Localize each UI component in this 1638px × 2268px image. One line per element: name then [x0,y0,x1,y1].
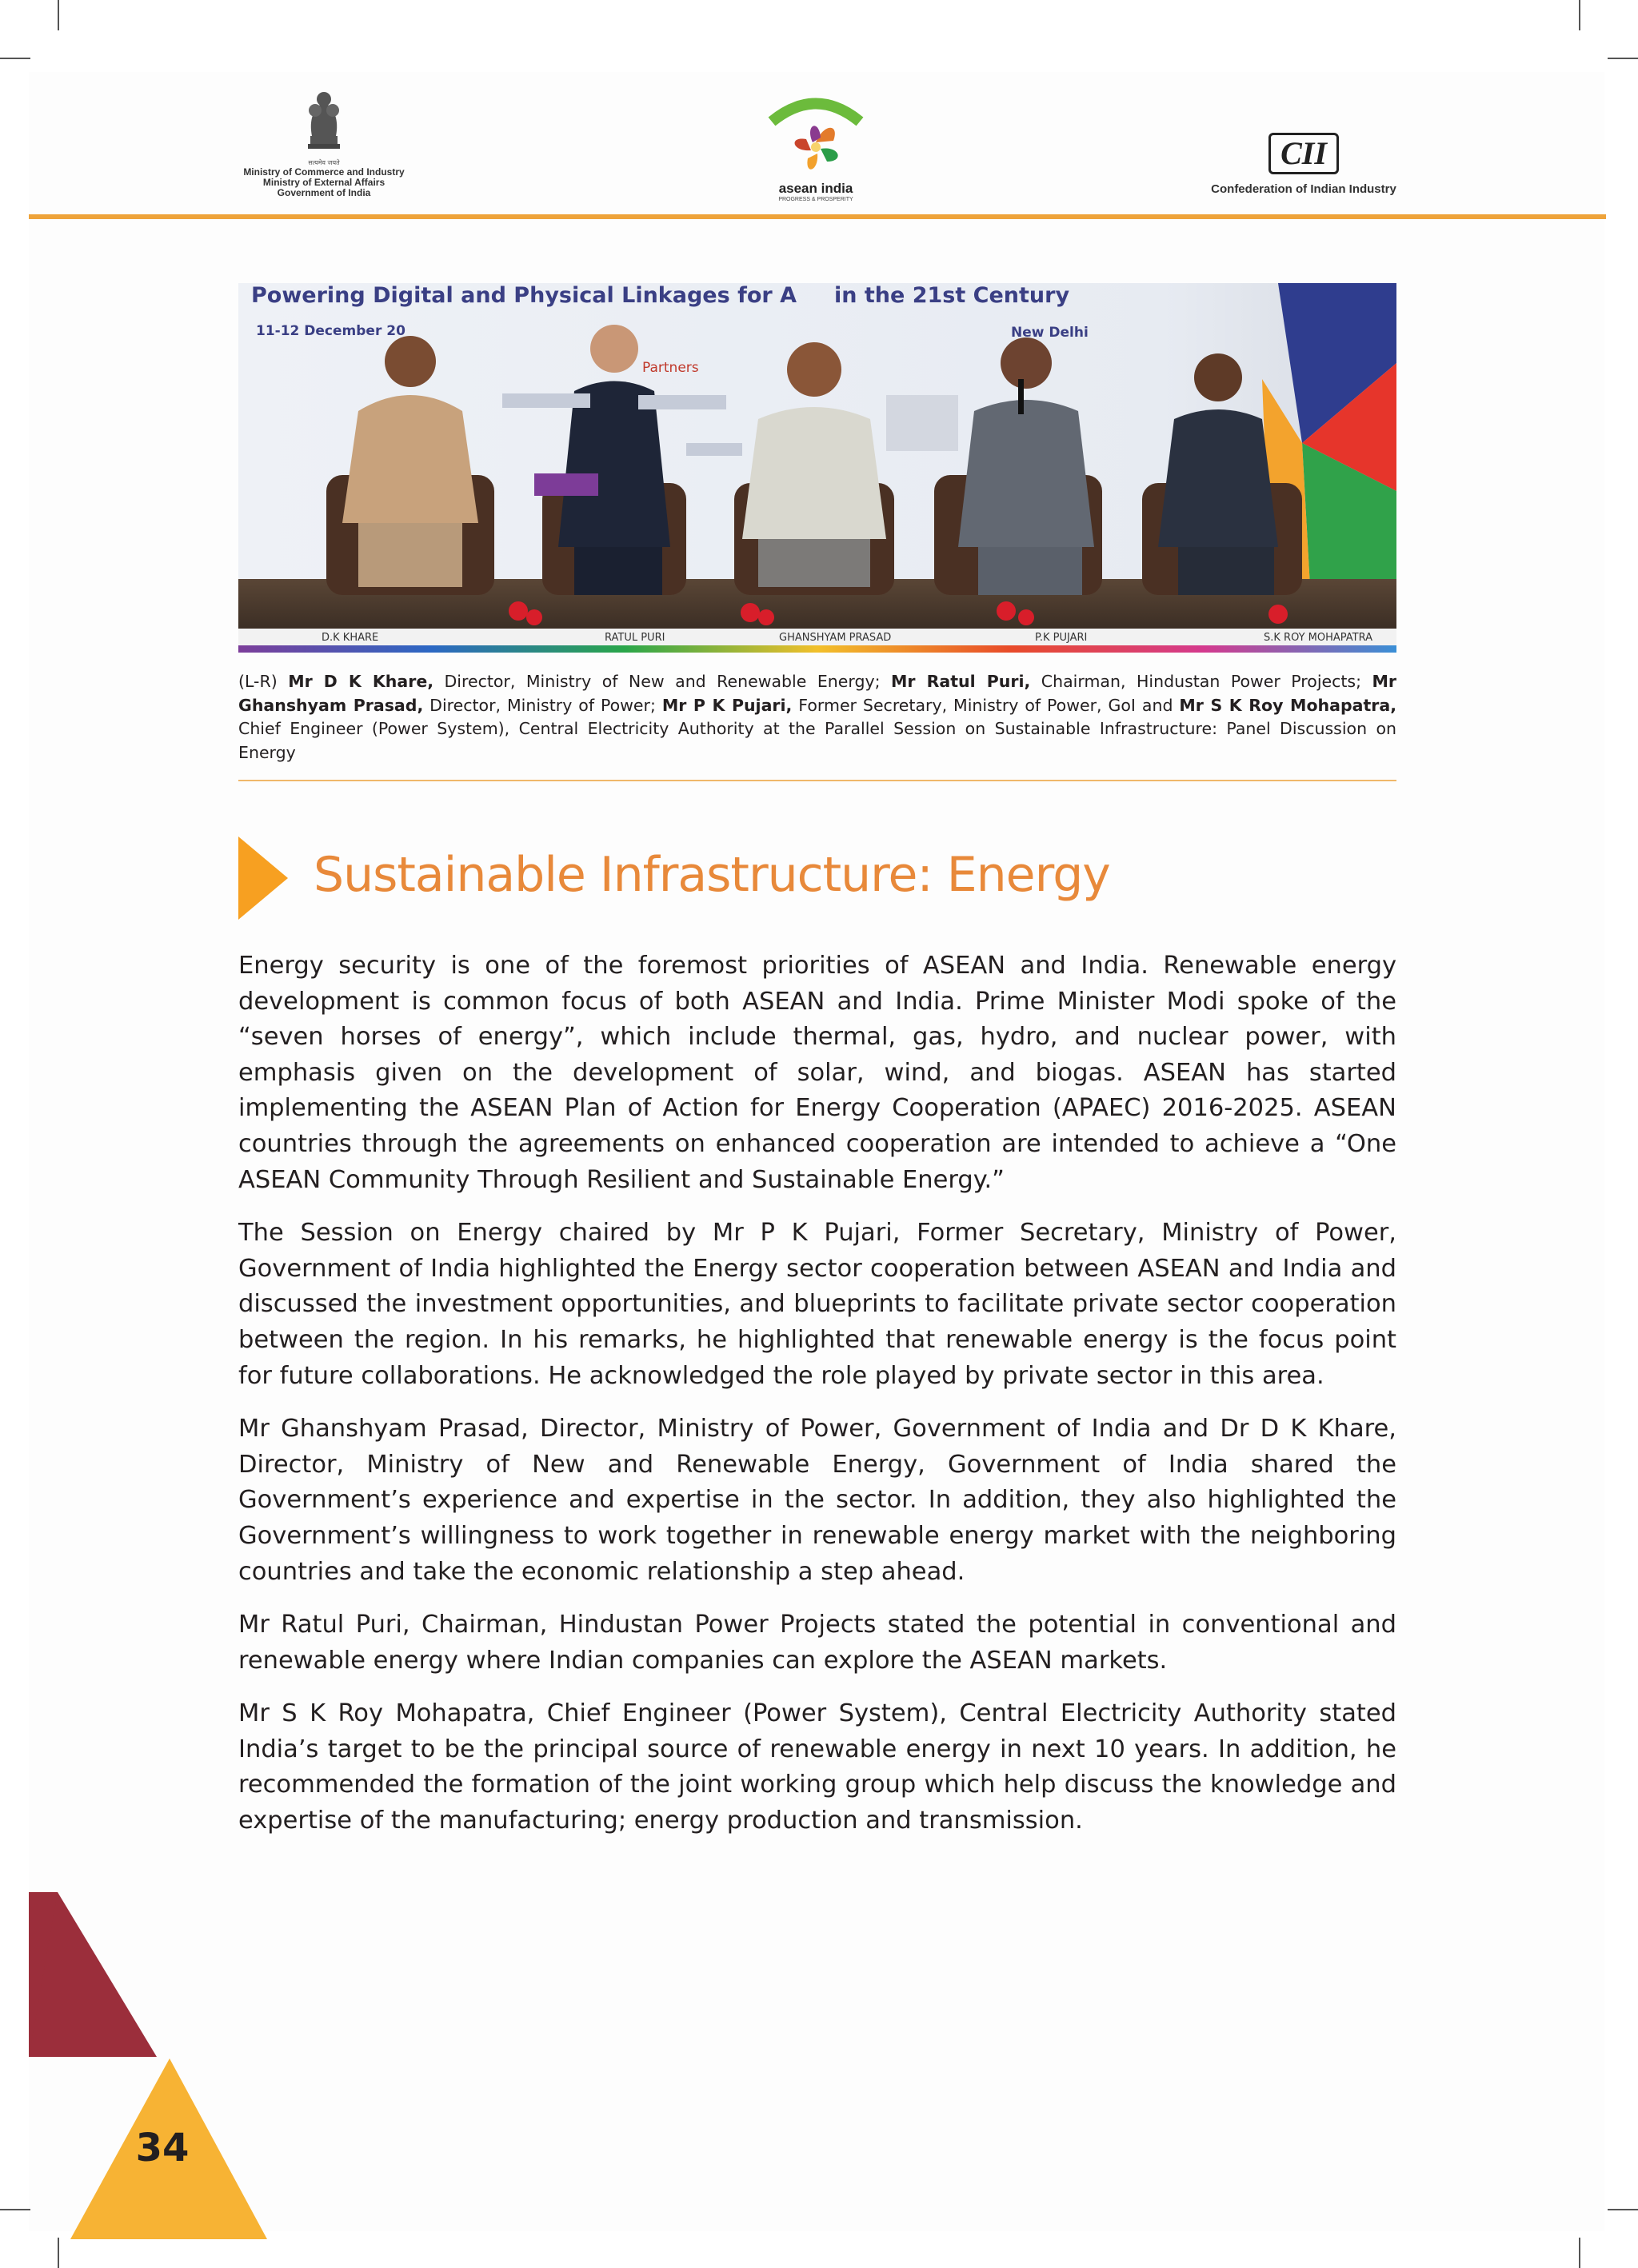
banner-date: 11-12 December 20 [256,323,406,339]
body-paragraph: The Session on Energy chaired by Mr P K Pujari, Former Secretary, Ministry of Power, Government of India highlighted the Energy sector cooperation between ASEAN and India and discussed the investment opportunities, and blueprints to facilitate private sector cooperation between the region. In his remarks, he highlighted that renewable energy is the focus point for future collaborations. He acknowledged the role played by private sector in this area. [238,1219,1396,1390]
banner-partners: Partners [642,360,699,376]
caption-name-prasad: Mr Ghanshyam Prasad, [238,672,1397,715]
body-paragraph: Mr S K Roy Mohapatra, Chief Engineer (Power System), Central Electricity Authority stated India’s target to be the principal source of renewable energy in next 10 years. In addition, he recommended the formation of the joint working group which help discuss the knowledge and expertise of the manufacturing; energy production and transmission. [238,1699,1396,1835]
nameplate: RATUL PURI [605,632,665,644]
body-paragraph: Energy security is one of the foremost priorities of ASEAN and India. Renewable energy development is common focus of both ASEAN and India. Prime Minister Modi spoke of the “seven horses of energy”, which include thermal, gas, hydro, and nuclear power, with emphasis given on the development of solar, wind, and biogas. ASEAN has started implementing the ASEAN Plan of Action for Energy Cooperation (APAEC) 2016-2025. ASEAN countries through the agreements on enhanced cooperation are intended to achieve a “One ASEAN Community Through Resilient and Sustainable Energy.” [238,952,1396,1194]
emblem-caption: सत्यमेव जयते [308,159,340,166]
panel-discussion-photo [238,283,1396,653]
photo-color-bar [238,645,1396,653]
crop-mark [0,2209,30,2210]
ministry-line-2: Ministry of External Affairs [262,177,386,188]
caption-role: Chairman, Hindustan Power Projects; [1030,672,1372,691]
caption-role: Director, Ministry of Power; [423,695,662,715]
nameplate: P.K PUJARI [1035,632,1088,644]
page-number: 34 [135,2126,190,2170]
logo-tagline: PROGRESS & PROSPERITY [778,197,853,202]
body-text [238,948,1396,1857]
section-divider [238,780,1396,781]
asean-india-logo [744,90,888,202]
logo-word-asean: asean [778,181,817,196]
photo-caption [238,670,1396,765]
nameplate: GHANSHYAM PRASAD [779,632,892,644]
body-paragraph: Mr Ratul Puri, Chairman, Hindustan Power Projects stated the potential in conventional and renewable energy where Indian companies can explore the ASEAN markets. [238,1611,1396,1675]
logo-word-india: india [821,181,853,196]
crop-mark [1608,2209,1638,2210]
caption-prefix: (L-R) [238,672,289,691]
header-rule [29,214,1606,219]
decorative-triangles [29,1892,277,2244]
caption-name-puri: Mr Ratul Puri, [891,672,1031,691]
nameplate: S.K ROY MOHAPATRA [1264,632,1373,644]
cii-logo-box: CII [1268,133,1339,174]
caption-role: Director, Ministry of New and Renewable Energy; [433,672,892,691]
banner-city: New Delhi [1011,325,1089,341]
caption-name-mohapatra: Mr S K Roy Mohapatra, [1179,695,1397,715]
caption-role: Chief Engineer (Power System), Central Electricity Authority at the Parallel Session on Sustainable Infrastructure: Panel Discussion on Energy [238,719,1396,762]
national-emblem-icon [296,88,352,158]
banner-title: Powering Digital and Physical Linkages for A in the 21st Century [251,283,1070,308]
photo-illustration [238,283,1396,653]
caption-role: Former Secretary, Ministry of Power, GoI and [792,695,1180,715]
asean-india-emblem-icon [756,90,876,194]
body-paragraph: Mr Ghanshyam Prasad, Director, Ministry of Power, Government of India and Dr D K Khare, Director, Ministry of New and Renewable Energy, Government of India shared the Government’s experience and expertise in the sector. In addition, they also highlighted the Government’s willingness to work together in renewable energy market with the neighboring countries and take the economic relationship a step ahead. [238,1415,1396,1586]
caption-name-pujari: Mr P K Pujari, [661,695,793,715]
title-arrow-icon [238,837,288,920]
crop-mark [1579,0,1580,30]
ministry-line-3: Government of India [277,187,371,198]
crop-mark [0,58,30,59]
cii-logo [1184,133,1424,196]
crop-mark [1608,58,1638,59]
nameplate: D.K KHARE [322,632,379,644]
logo-arc [772,104,860,122]
ministry-line-1: Ministry of Commerce and Industry [243,166,405,178]
crop-mark [1579,2238,1580,2268]
cii-org-name: Confederation of Indian Industry [1211,182,1396,196]
section-title: Sustainable Infrastructure: Energy [314,847,1110,903]
caption-name-khare: Mr D K Khare, [288,672,434,691]
govt-india-logo [224,88,424,198]
crop-mark [58,0,59,30]
